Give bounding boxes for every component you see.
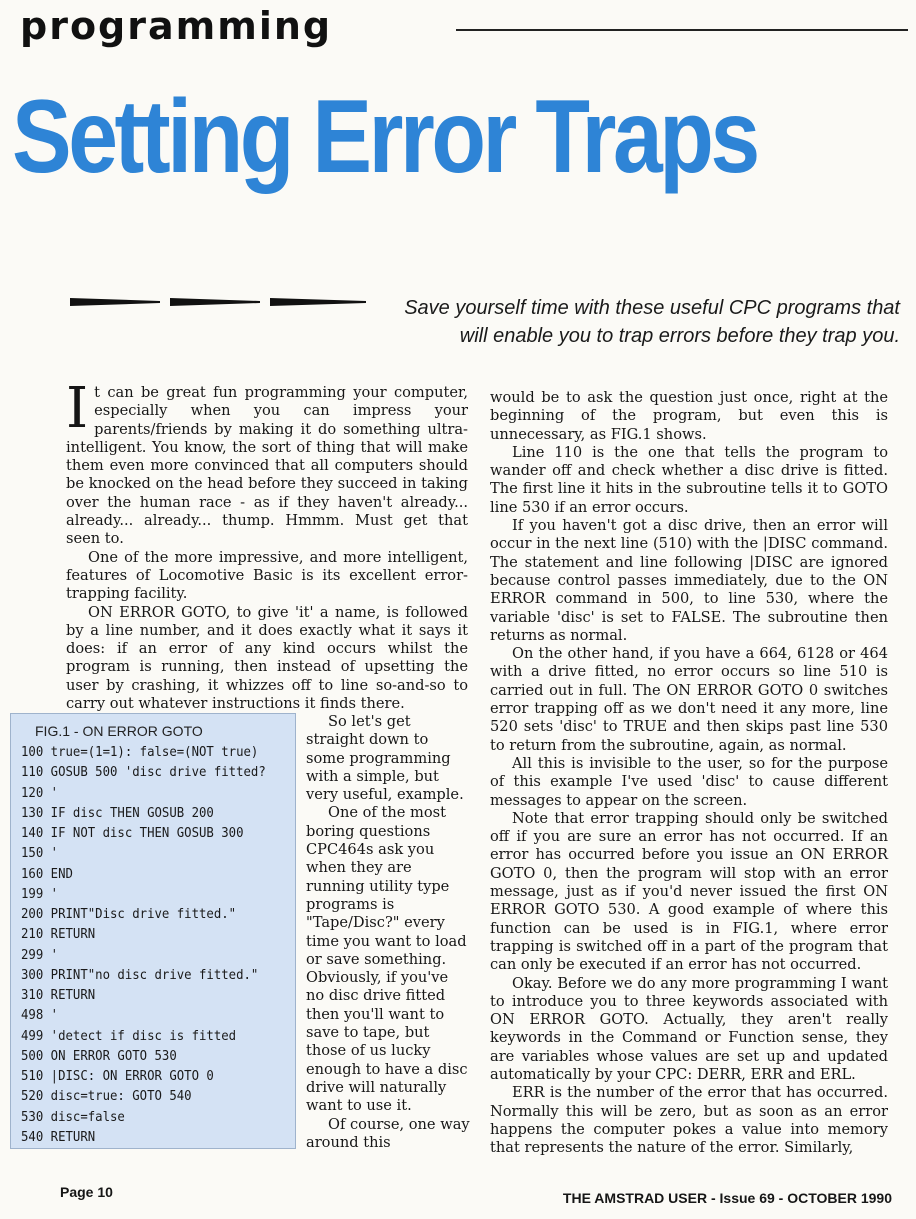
code-line: 540 RETURN xyxy=(21,1129,96,1145)
standfirst-line: Save yourself time with these useful CPC programs that xyxy=(404,297,900,319)
column-two xyxy=(490,389,888,1157)
code-lines xyxy=(21,743,285,1148)
code-line: 120 ' xyxy=(21,785,59,801)
code-line: 498 ' xyxy=(21,1008,59,1024)
code-line: 300 PRINT"no disc drive fitted." xyxy=(21,967,259,983)
paragraph: So let's get straight down to some programming with a simple, but very useful, example. xyxy=(306,713,464,804)
column-one xyxy=(66,376,468,713)
paragraph-text: t can be great fun programming your computer, especially when you can impress your parents/friends by making it do something ultra-intelligent. You know, the sort of thing that will make them even more convinced that all computers should be knocked on the head before they succeed in taking over the human race - as if they haven't already... already... already... thump. Hmmm. Must get that seen to. xyxy=(66,384,468,548)
paragraph: One of the more impressive, and more intelligent, features of Locomotive Basic is its excellent error-trapping facility. xyxy=(66,548,468,603)
code-line: 199 ' xyxy=(21,886,59,902)
header-rule xyxy=(456,29,908,31)
code-line: 160 END xyxy=(21,866,73,882)
code-line: 200 PRINT"Disc drive fitted." xyxy=(21,907,237,922)
code-line: 499 'detect if disc is fitted xyxy=(21,1028,237,1044)
paragraph: On the other hand, if you have a 664, 6128 or 464 with a drive fitted, no error occurs so line 510 is carried out in full. The ON ERROR GOTO 0 switches error trapping off as we don't need it any more, line 520 sets 'disc' to TRUE and then skips past line 530 to return from the subroutine, again, as normal. xyxy=(490,645,888,754)
paragraph: Line 110 is the one that tells the program to wander off and check whether a disc drive is fitted. The first line it hits in the subroutine tells it to GOTO line 530 if an error occurs. xyxy=(490,443,888,516)
paragraph: Of course, one way around this xyxy=(306,1115,470,1151)
code-line: 210 RETURN xyxy=(21,927,96,943)
standfirst xyxy=(380,294,900,350)
paragraph: Okay. Before we do any more programming I want to introduce you to three keywords associated with ON ERROR GOTO. Actually, they aren't really keywords in the Command or Function sense, they are variables whose values are set up and updated automatically by your CPC: DERR, ERR and ERL. xyxy=(490,974,888,1083)
code-line: 310 RETURN xyxy=(21,988,96,1003)
standfirst-line: will enable you to trap errors before they trap you. xyxy=(459,325,900,347)
paragraph: All this is invisible to the user, so for the purpose of this example I've used 'disc' to cause different messages to appear on the screen. xyxy=(490,754,888,809)
code-line: 510 |DISC: ON ERROR GOTO 0 xyxy=(21,1069,214,1084)
masthead-footer: THE AMSTRAD USER - Issue 69 - OCTOBER 1990 xyxy=(562,1190,892,1206)
side-column xyxy=(306,713,470,1152)
paragraph: If you haven't got a disc drive, then an error will occur in the next line (510) with the |DISC command. The statement and line following |DISC are ignored because control passes immediately, due to the ON ERROR command in 500, to line 530, where the variable 'disc' is set to FALSE. The subroutine then returns as normal. xyxy=(490,517,888,644)
listing-title: FIG.1 - ON ERROR GOTO xyxy=(35,723,203,739)
paragraph xyxy=(66,376,468,549)
listing-box xyxy=(10,713,296,1149)
paragraph: ERR is the number of the error that has occurred. Normally this will be zero, but as soon as an error happens the computer pokes a value into memory that represents the nature of the error. Similarly, xyxy=(490,1084,888,1157)
code-line: 110 GOSUB 500 'disc drive fitted? xyxy=(21,765,266,781)
page-number: Page 10 xyxy=(60,1184,113,1200)
code-line: 520 disc=true: GOTO 540 xyxy=(21,1089,192,1105)
paragraph: would be to ask the question just once, right at the beginning of the program, but even this is unnecessary, as FIG.1 shows. xyxy=(490,389,888,443)
article-title: Setting Error Traps xyxy=(12,79,757,195)
code-line: 530 disc=false xyxy=(21,1109,125,1125)
code-line: 100 true=(1=1): false=(NOT true) xyxy=(21,745,259,760)
code-line: 130 IF disc THEN GOSUB 200 xyxy=(21,805,214,821)
paragraph: ON ERROR GOTO, to give 'it' a name, is followed by a line number, and it does exactly what it says it does: if an error of any kind occurs whilst the program is running, then instead of upsetting the user by crashing, it whizzes off to line so-and-so to carry out whatever instructions it finds there. xyxy=(66,603,468,713)
paragraph: Note that error trapping should only be switched off if you are sure an error has not occurred. If an error has occurred before you issue an ON ERROR GOTO 0, then the program will stop with an error message, just as if you'd never issued the first ON ERROR GOTO 530. A good example of where this function can be used is in FIG.1, where error trapping is switched off in a part of the program that can only be executed if an error has not occurred. xyxy=(490,809,888,974)
section-label: programming xyxy=(20,4,333,48)
code-line: 299 ' xyxy=(21,947,59,963)
drop-cap: I xyxy=(66,376,89,441)
code-line: 150 ' xyxy=(21,846,59,862)
code-line: 140 IF NOT disc THEN GOSUB 300 xyxy=(21,826,244,841)
paragraph: One of the most boring questions CPC464s ask you when they are running utility type programs is "Tape/Disc?" every time you want to load or save something. Obviously, if you've no disc drive fitted then you'll want to save to tape, but those of us lucky enough to have a disc drive will naturally want to use it. xyxy=(306,804,468,1115)
code-line: 500 ON ERROR GOTO 530 xyxy=(21,1048,177,1064)
arrow-decoration-icon xyxy=(70,290,366,314)
